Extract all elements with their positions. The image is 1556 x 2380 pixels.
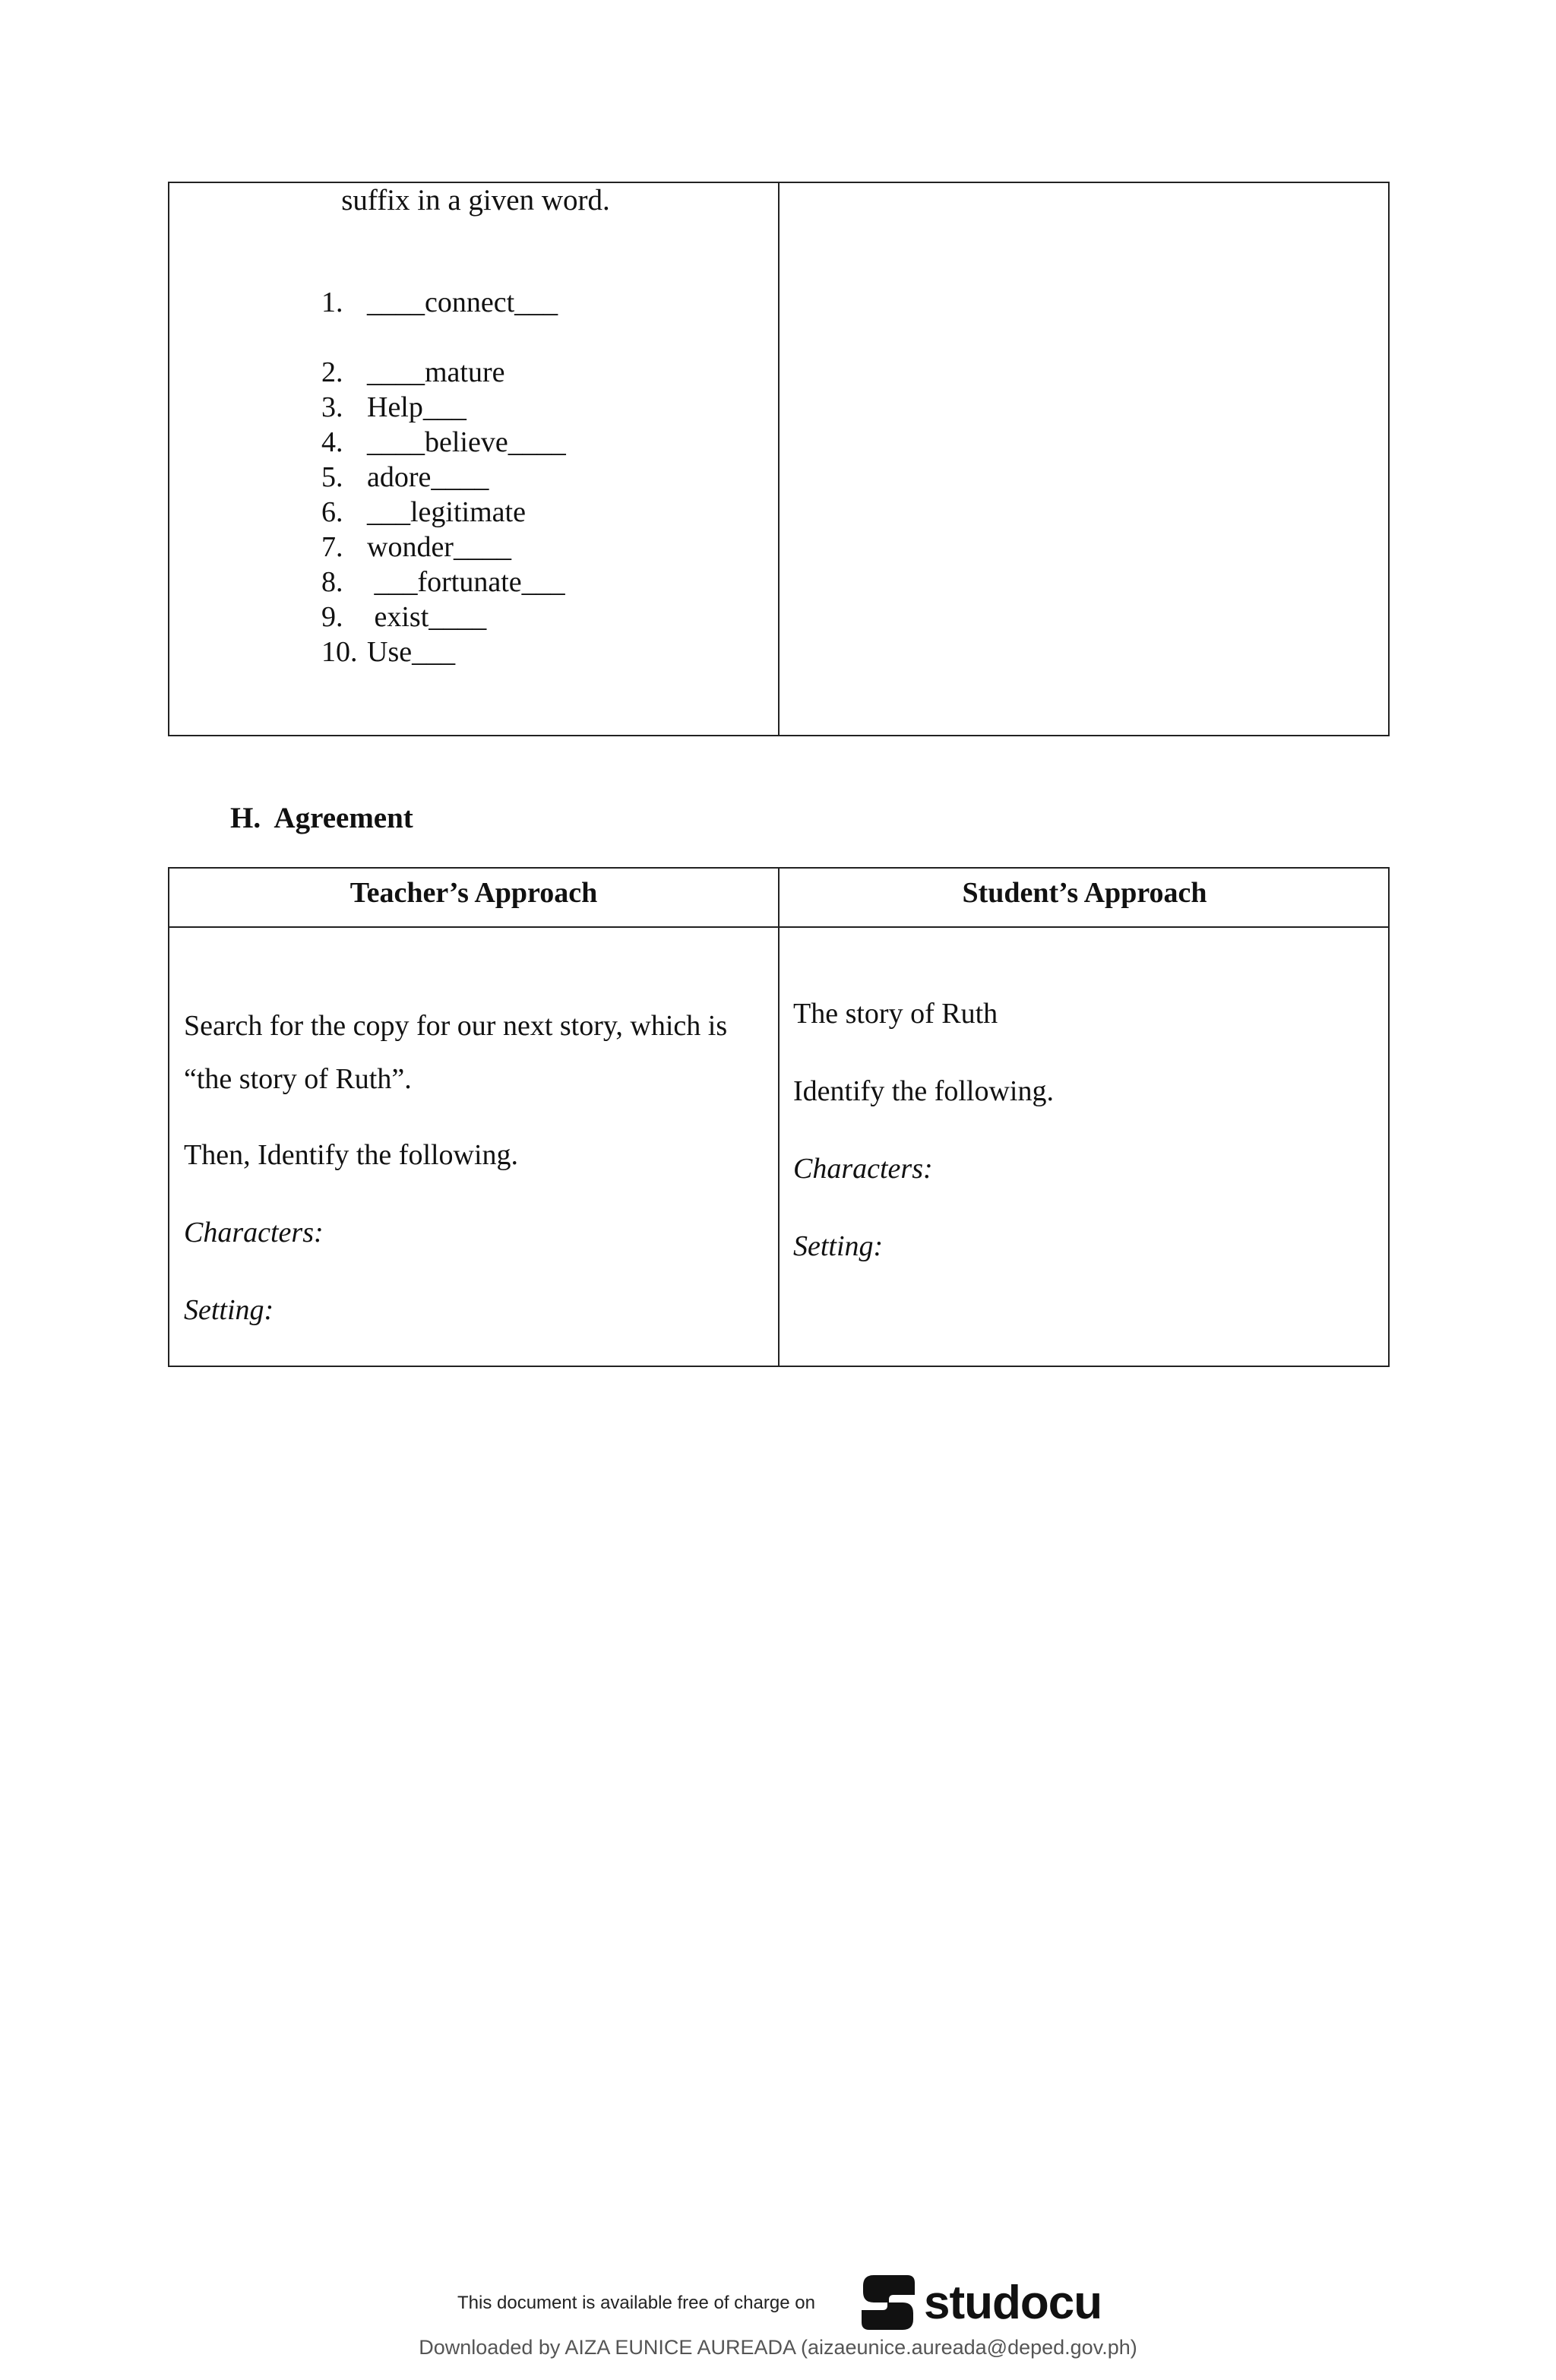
- item-number: 8.: [321, 566, 343, 598]
- studocu-logo[interactable]: [859, 2272, 1102, 2333]
- item-text: adore____: [367, 461, 489, 493]
- exercise-heading: suffix in a given word.: [341, 184, 610, 217]
- item-number: 3.: [321, 391, 343, 423]
- footer-availability-text: This document is available free of charge on: [457, 2293, 815, 2313]
- student-header: Student’s Approach: [962, 877, 1207, 909]
- item-number: 7.: [321, 531, 343, 563]
- list-item: [321, 460, 489, 495]
- list-item: [321, 355, 505, 390]
- exercise-table: [168, 182, 1390, 736]
- student-characters: Characters:: [793, 1153, 933, 1185]
- teacher-text-line2: “the story of Ruth”.: [184, 1063, 412, 1095]
- item-text: ___fortunate___: [367, 566, 565, 598]
- item-number: 9.: [321, 601, 343, 633]
- teacher-characters: Characters:: [184, 1217, 324, 1249]
- column-divider: [778, 869, 780, 1366]
- studocu-icon: [859, 2272, 918, 2333]
- list-item: [321, 425, 566, 460]
- list-item: [321, 635, 455, 669]
- list-item: [321, 495, 526, 530]
- section-heading: H. Agreement: [230, 802, 413, 834]
- item-number: 2.: [321, 356, 343, 388]
- item-text: ____connect___: [367, 286, 558, 318]
- item-number: 6.: [321, 496, 343, 528]
- list-item: [321, 600, 486, 635]
- student-text-line2: Identify the following.: [793, 1075, 1054, 1107]
- item-number: 4.: [321, 426, 343, 458]
- item-number: 5.: [321, 461, 343, 493]
- item-text: ____mature: [367, 356, 505, 388]
- item-number: 10.: [321, 636, 358, 668]
- teacher-header: Teacher’s Approach: [349, 877, 598, 909]
- list-item: [321, 565, 565, 600]
- exercise-right-cell: [780, 183, 1388, 735]
- teacher-setting: Setting:: [184, 1294, 274, 1326]
- item-text: exist____: [367, 601, 487, 633]
- agreement-table: [168, 867, 1390, 1367]
- teacher-text-line3: Then, Identify the following.: [184, 1139, 519, 1171]
- item-text: Use___: [367, 636, 456, 668]
- student-setting: Setting:: [793, 1230, 884, 1262]
- item-text: ____believe____: [367, 426, 566, 458]
- list-item: [321, 285, 558, 320]
- item-text: Help___: [367, 391, 466, 423]
- studocu-wordmark: studocu: [924, 2276, 1102, 2329]
- item-text: wonder____: [367, 531, 511, 563]
- teacher-text-line1: Search for the copy for our next story, which is: [184, 1010, 728, 1042]
- item-number: 1.: [321, 286, 343, 318]
- exercise-left-cell: [169, 183, 778, 735]
- footer-download-text: Downloaded by AIZA EUNICE AUREADA (aizaeunice.aureada@deped.gov.ph): [419, 2336, 1137, 2359]
- list-item: [321, 390, 466, 425]
- item-text: ___legitimate: [367, 496, 526, 528]
- student-text-line1: The story of Ruth: [793, 998, 998, 1030]
- list-item: [321, 530, 511, 565]
